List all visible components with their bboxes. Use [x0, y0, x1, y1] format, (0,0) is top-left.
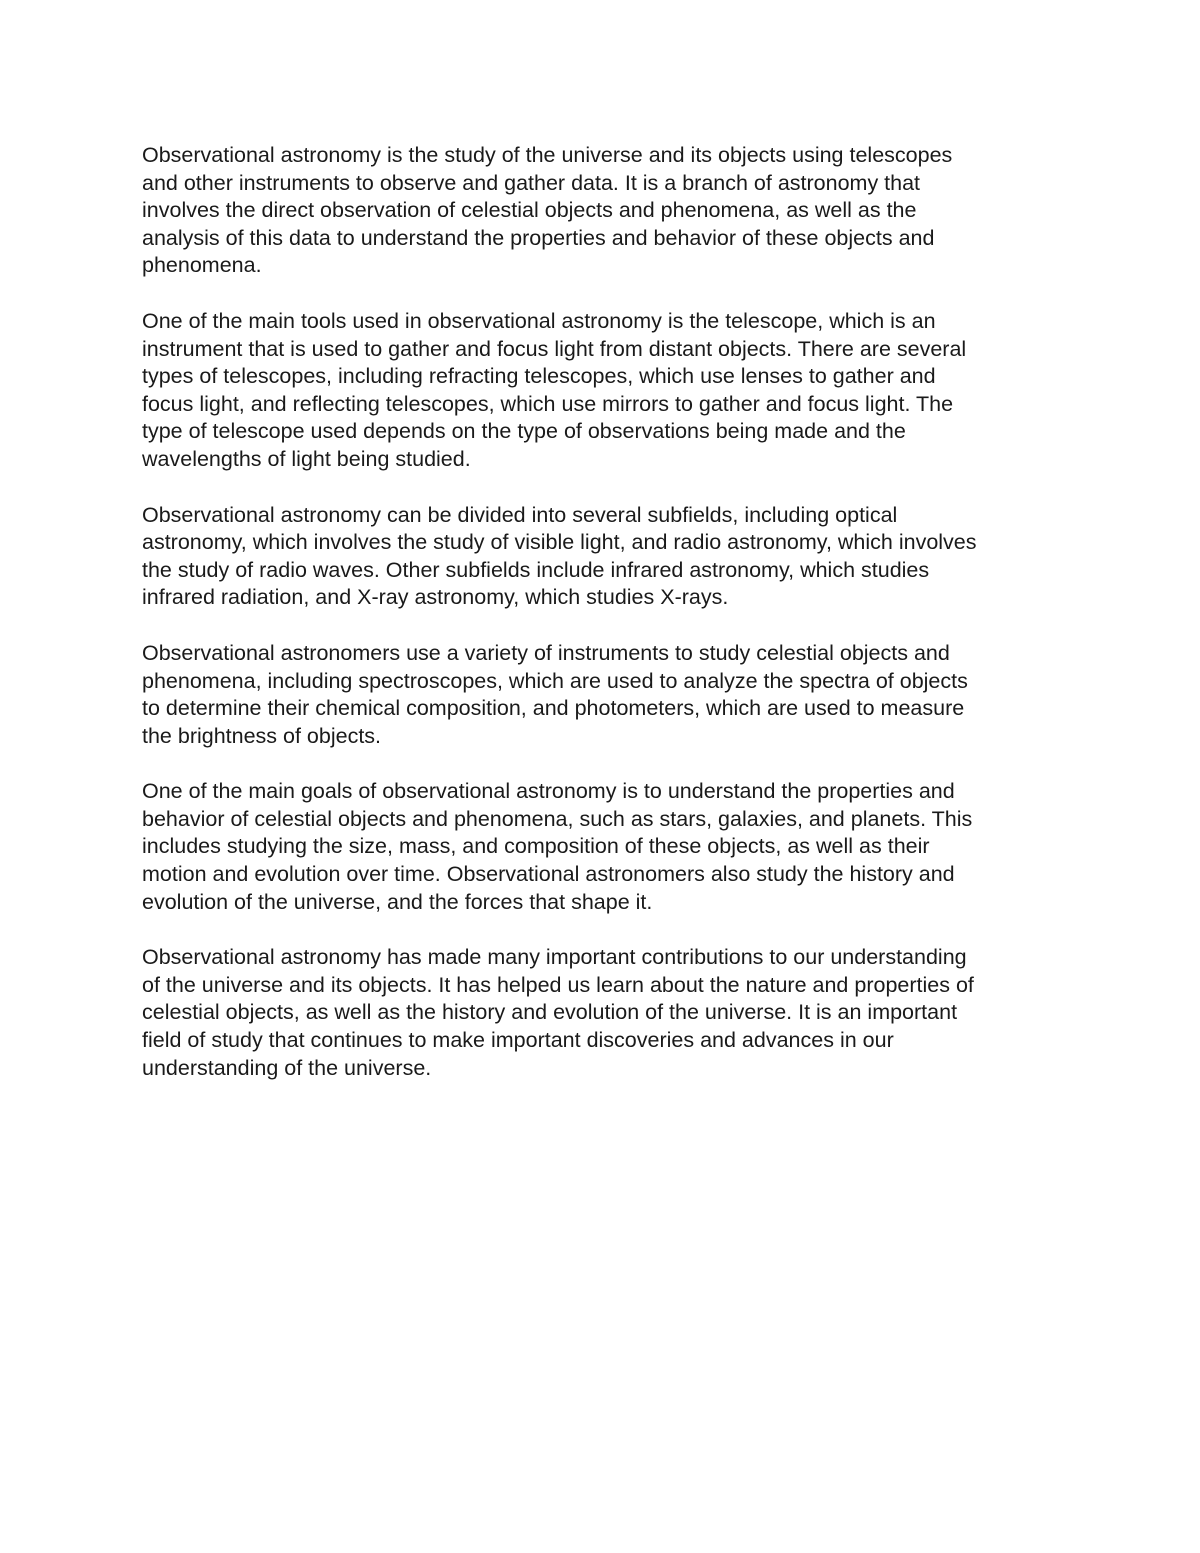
text-line: of the universe and its objects. It has helped us learn about the nature and properties of — [142, 972, 974, 997]
paragraph-2 — [142, 308, 1062, 474]
text-line: phenomena, including spectroscopes, which are used to analyze the spectra of objects — [142, 668, 968, 693]
text-line: focus light, and reflecting telescopes, which use mirrors to gather and focus light. The — [142, 391, 954, 416]
text-line: celestial objects, as well as the history and evolution of the universe. It is an important — [142, 1000, 958, 1025]
text-line: behavior of celestial objects and phenomena, such as stars, galaxies, and planets. This — [142, 806, 973, 831]
text-line: Observational astronomy has made many important contributions to our understanding — [142, 945, 967, 970]
text-line: Observational astronomers use a variety of instruments to study celestial objects and — [142, 640, 950, 665]
text-line: understanding of the universe. — [142, 1055, 432, 1080]
text-line: Observational astronomy is the study of the universe and its objects using telescopes — [142, 143, 953, 167]
paragraph-6 — [142, 944, 1062, 1082]
paragraph-4 — [142, 640, 1062, 750]
paragraph-3 — [142, 502, 1062, 612]
text-line: phenomena. — [142, 253, 262, 278]
text-line: types of telescopes, including refracting telescopes, which use lenses to gather and — [142, 364, 936, 389]
text-line: the brightness of objects. — [142, 723, 382, 748]
document-body — [142, 142, 1062, 1110]
text-line: One of the main goals of observational astronomy is to understand the properties and — [142, 779, 955, 804]
paragraph-5 — [142, 778, 1062, 916]
text-line: motion and evolution over time. Observational astronomers also study the history and — [142, 862, 955, 887]
text-line: astronomy, which involves the study of visible light, and radio astronomy, which involves — [142, 530, 977, 555]
text-line: instrument that is used to gather and focus light from distant objects. There are several — [142, 336, 967, 361]
paragraph-1 — [142, 142, 1062, 280]
text-line: Observational astronomy can be divided into several subfields, including optical — [142, 502, 898, 527]
text-line: and other instruments to observe and gather data. It is a branch of astronomy that — [142, 170, 921, 195]
text-line: the study of radio waves. Other subfields include infrared astronomy, which studies — [142, 557, 930, 582]
text-line: type of telescope used depends on the type of observations being made and the — [142, 419, 906, 444]
text-line: to determine their chemical composition, and photometers, which are used to measure — [142, 696, 965, 721]
text-line: analysis of this data to understand the properties and behavior of these objects and — [142, 225, 935, 250]
text-line: involves the direct observation of celestial objects and phenomena, as well as the — [142, 198, 917, 223]
text-line: wavelengths of light being studied. — [142, 446, 471, 471]
text-line: infrared radiation, and X-ray astronomy, which studies X-rays. — [142, 585, 729, 610]
text-line: includes studying the size, mass, and composition of these objects, as well as their — [142, 834, 930, 859]
text-line: One of the main tools used in observational astronomy is the telescope, which is an — [142, 308, 936, 333]
text-line: field of study that continues to make important discoveries and advances in our — [142, 1028, 894, 1053]
text-line: evolution of the universe, and the forces that shape it. — [142, 889, 653, 914]
